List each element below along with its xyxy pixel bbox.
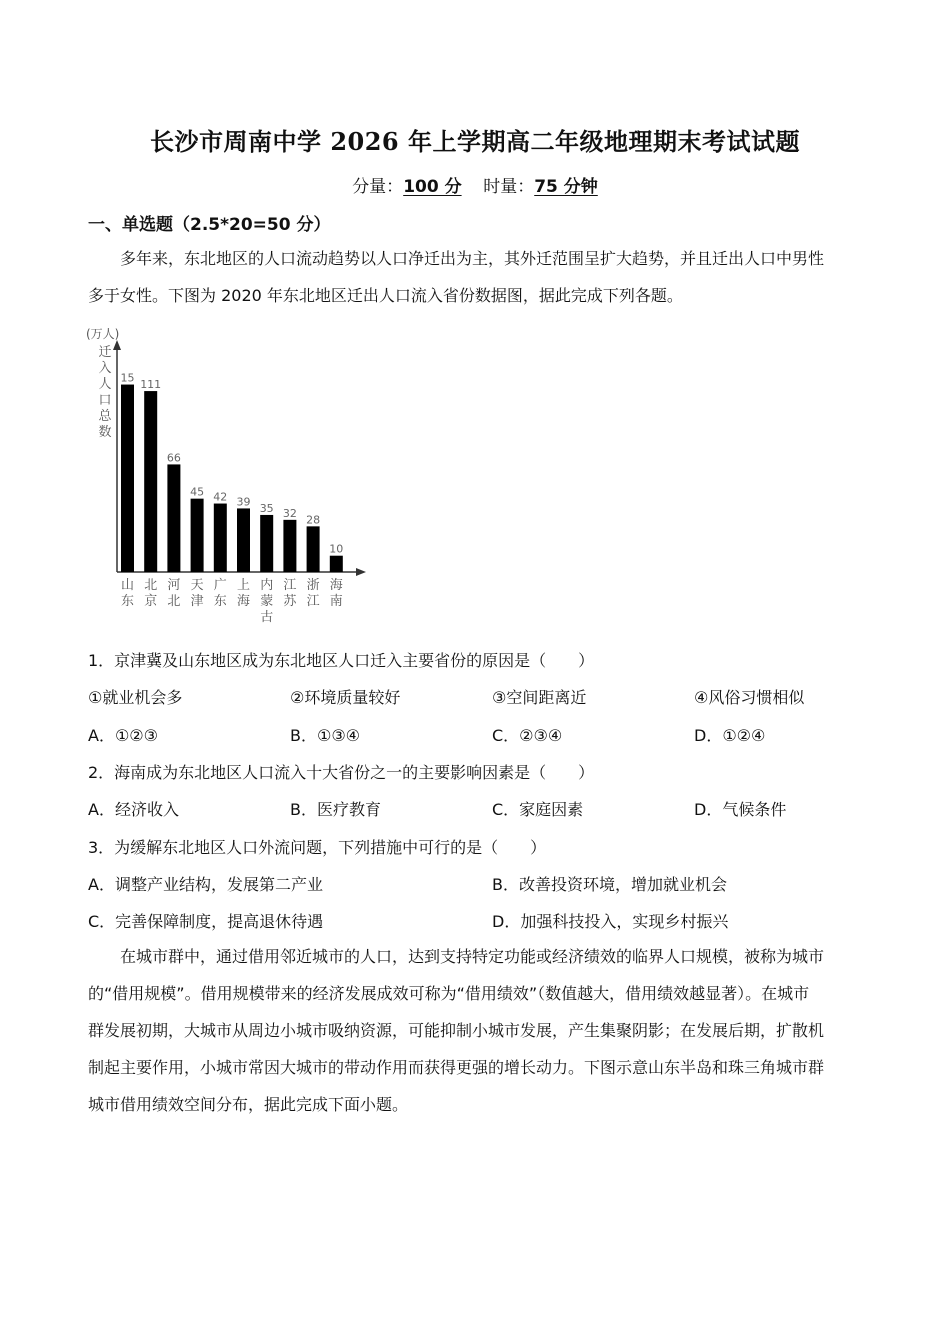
bar-value-label: 42 — [213, 490, 228, 504]
bar-value-label: 45 — [190, 485, 205, 499]
bar-广东 — [214, 504, 227, 572]
chart-bars — [121, 372, 344, 625]
q1-option-a[interactable]: A．①②③ — [88, 726, 158, 745]
q3-option-c[interactable]: C．完善保障制度，提高退休待遇 — [88, 912, 324, 931]
question-1-stem: 1．京津冀及山东地区成为东北地区人口迁入主要省份的原因是（ ） — [88, 651, 595, 670]
q1-option-d[interactable]: D．①②④ — [694, 726, 766, 745]
score-label: 分量： — [352, 177, 404, 197]
category-label: 天津 — [190, 578, 204, 609]
bar-北京 — [144, 391, 157, 572]
chart-y-axis-label: 迁入人口总数 — [98, 345, 112, 440]
bar-上海 — [237, 508, 250, 572]
q2-option-c[interactable]: C．家庭因素 — [492, 800, 584, 819]
q1-item-1: ①就业机会多 — [88, 688, 183, 707]
question-2-stem: 2．海南成为东北地区人口流入十大省份之一的主要影响因素是（ ） — [88, 763, 595, 782]
q1-item-4: ④风俗习惯相似 — [694, 688, 805, 707]
paragraph-line: 制起主要作用，小城市常因大城市的带动作用而获得更强的增长动力。下图示意山东半岛和珠三角城市群 — [88, 1058, 825, 1077]
bar-value-label: 10 — [329, 542, 344, 556]
paragraph-line: 群发展初期，大城市从周边小城市吸纳资源，可能抑制小城市发展，产生集聚阴影；在发展后期，扩散机 — [88, 1021, 825, 1040]
category-label: 北京 — [144, 578, 158, 609]
q2-option-b[interactable]: B．医疗教育 — [290, 800, 381, 819]
exam-title: 长沙市周南中学 2026 年上学期高二年级地理期末考试试题 — [149, 127, 800, 156]
score-value: 100 分 — [403, 177, 462, 197]
chart-svg — [84, 322, 384, 632]
intro-paragraph-1 — [88, 240, 864, 314]
q1-option-c[interactable]: C．②③④ — [492, 726, 563, 745]
bar-value-label: 66 — [166, 451, 181, 465]
bar-value-label: 28 — [306, 513, 321, 527]
bar-浙江 — [307, 526, 320, 572]
bar-value-label: 35 — [259, 501, 274, 515]
bar-天津 — [191, 499, 204, 572]
q2-option-d[interactable]: D．气候条件 — [694, 800, 787, 819]
q1-item-3: ③空间距离近 — [492, 688, 587, 707]
chart-unit-label: (万人) — [86, 327, 120, 341]
section-heading: 一、单选题（2.5*20=50 分） — [88, 215, 331, 235]
bar-山东 — [121, 385, 134, 572]
bar-内蒙古 — [260, 515, 273, 572]
x-axis-arrow-icon — [356, 568, 366, 576]
bar-海南 — [330, 556, 343, 572]
category-label: 江苏 — [283, 578, 297, 609]
paragraph-line: 在城市群中，通过借用邻近城市的人口，达到支持特定功能或经济绩效的临界人口规模，被称为城市 — [120, 947, 825, 966]
migration-bar-chart — [84, 322, 384, 636]
category-label: 浙江 — [306, 578, 320, 609]
paragraph-line: 多年来，东北地区的人口流动趋势以人口净迁出为主，其外迁范围呈扩大趋势，并且迁出人口中男性 — [120, 249, 825, 268]
q3-option-a[interactable]: A．调整产业结构，发展第二产业 — [88, 875, 323, 894]
category-label: 河北 — [167, 578, 181, 609]
time-label: 时量： — [483, 177, 535, 197]
question-3-stem: 3．为缓解东北地区人口外流问题，下列措施中可行的是（ ） — [88, 838, 547, 857]
category-label: 内蒙古 — [260, 578, 274, 625]
bar-value-label: 32 — [282, 506, 297, 520]
score-time-line — [0, 172, 950, 197]
bar-value-label: 15 — [120, 371, 135, 385]
bar-河北 — [167, 464, 180, 572]
q3-option-b[interactable]: B．改善投资环境，增加就业机会 — [492, 875, 727, 894]
time-value: 75 分钟 — [534, 177, 598, 197]
category-label: 广东 — [213, 578, 227, 609]
category-label: 上海 — [236, 578, 251, 609]
q3-option-d[interactable]: D．加强科技投入，实现乡村振兴 — [492, 912, 729, 931]
paragraph-line: 多于女性。下图为 2020 年东北地区迁出人口流入省份数据图，据此完成下列各题。 — [88, 286, 683, 305]
intro-paragraph-2 — [88, 938, 864, 1123]
category-label: 山东 — [120, 578, 135, 609]
bar-value-label: 111 — [140, 378, 162, 392]
category-label: 海南 — [329, 578, 343, 609]
q1-item-2: ②环境质量较好 — [290, 688, 401, 707]
bar-value-label: 39 — [236, 495, 251, 509]
q2-option-a[interactable]: A．经济收入 — [88, 800, 179, 819]
paragraph-line: 城市借用绩效空间分布，据此完成下面小题。 — [88, 1095, 409, 1114]
paragraph-line: 的“借用规模”。借用规模带来的经济发展成效可称为“借用绩效”（数值越大，借用绩效越显著）。在城市 — [88, 984, 810, 1003]
bar-江苏 — [283, 520, 296, 572]
y-axis-arrow-icon — [113, 340, 121, 350]
q1-option-b[interactable]: B．①③④ — [290, 726, 361, 745]
